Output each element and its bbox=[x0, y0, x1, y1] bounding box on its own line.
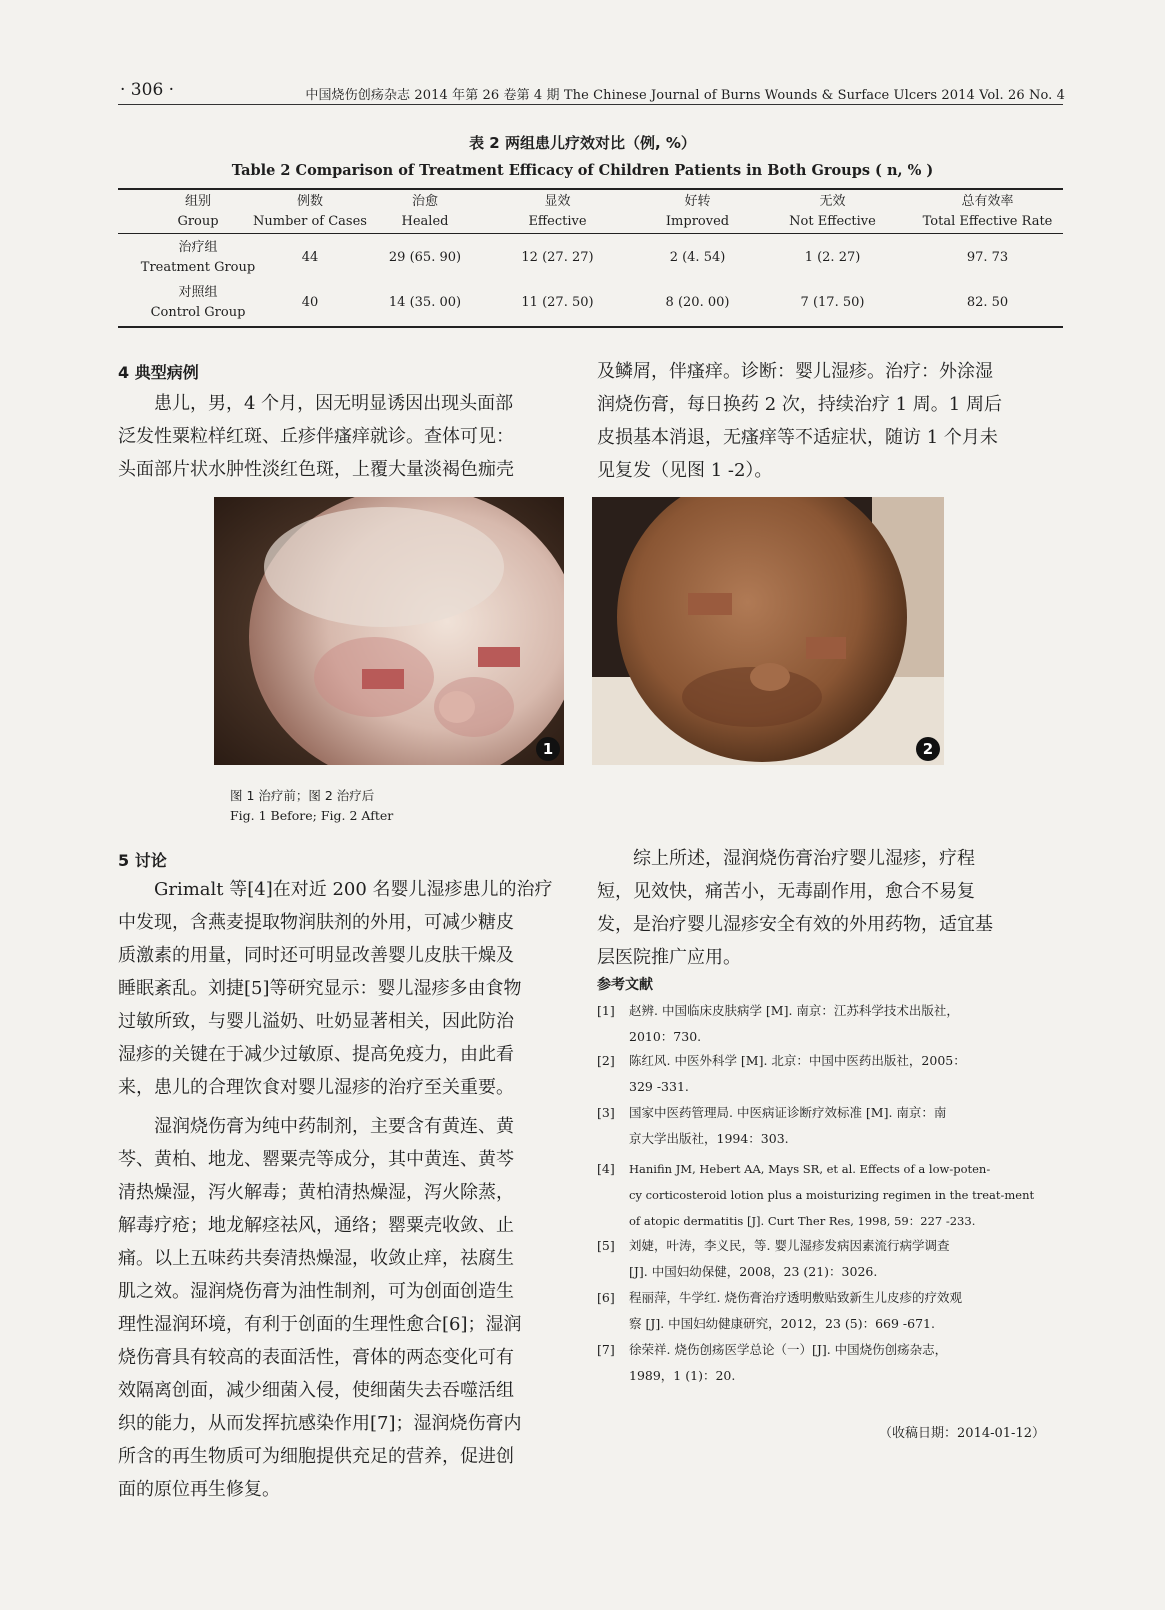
text-line: 层医院推广应用。 bbox=[597, 947, 741, 968]
text-line: 中发现，含燕麦提取物润肤剂的外用，可减少糖皮 bbox=[118, 912, 514, 933]
section-5-paragraph-1 bbox=[118, 873, 568, 1104]
th-not-effective: 无效 Not Effective bbox=[789, 194, 876, 229]
cell-not-effective: 1 (2. 27) bbox=[804, 250, 861, 265]
cell-not-effective: 7 (17. 50) bbox=[800, 295, 865, 310]
figure-1-badge: 1 bbox=[536, 737, 560, 761]
text-line: 见复发（见图 1 -2）。 bbox=[597, 460, 773, 481]
reference-item bbox=[597, 998, 1067, 1054]
text-line: 肌之效。湿润烧伤膏为油性制剂，可为创面创造生 bbox=[118, 1281, 514, 1302]
text-line: 湿润烧伤膏为纯中药制剂，主要含有黄连、黄 bbox=[154, 1116, 514, 1137]
reference-text: of atopic dermatitis [J]. Curt Ther Res, 1998, 59：227 -233. bbox=[629, 1214, 976, 1228]
text-line: 泛发性粟粒样红斑、丘疹伴瘙痒就诊。查体可见： bbox=[118, 426, 514, 447]
text-line: 织的能力，从而发挥抗感染作用[7]；湿润烧伤膏内 bbox=[118, 1413, 522, 1434]
th-group: 组别 Group bbox=[177, 194, 219, 229]
text-line: 患儿，男，4 个月，因无明显诱因出现头面部 bbox=[154, 393, 514, 414]
infant-before-image bbox=[214, 497, 564, 765]
th-healed: 治愈 Healed bbox=[401, 194, 449, 229]
cell-total-rate: 97. 73 bbox=[966, 250, 1009, 265]
references-heading: 参考文献 bbox=[597, 977, 653, 993]
reference-text: 赵辨. 中国临床皮肤病学 [M]. 南京：江苏科学技术出版社， bbox=[629, 1003, 959, 1018]
reference-text: 刘婕，叶涛，李义民，等. 婴儿湿疹发病因素流行病学调查 bbox=[629, 1238, 950, 1253]
figure-caption-en: Fig. 1 Before; Fig. 2 After bbox=[230, 808, 394, 823]
received-date: （收稿日期：2014-01-12） bbox=[879, 1426, 1045, 1441]
section-5-heading: 5 讨论 bbox=[118, 851, 167, 870]
text-line: 芩、黄柏、地龙、罂粟壳等成分，其中黄连、黄芩 bbox=[118, 1149, 514, 1170]
reference-item bbox=[597, 1337, 1067, 1393]
cell-total-rate: 82. 50 bbox=[966, 295, 1009, 310]
reference-text: Hanifin JM, Hebert AA, Mays SR, et al. Effects of a low-poten- bbox=[629, 1162, 991, 1176]
text-line: 所含的再生物质可为细胞提供充足的营养，促进创 bbox=[118, 1446, 514, 1467]
reference-text: 国家中医药管理局. 中医病证诊断疗效标准 [M]. 南京：南 bbox=[629, 1105, 947, 1120]
section-4-heading: 4 典型病例 bbox=[118, 363, 199, 382]
cell-group: 对照组 Control Group bbox=[150, 285, 246, 320]
th-total-rate: 总有效率 Total Effective Rate bbox=[922, 194, 1053, 229]
reference-item bbox=[597, 1285, 1067, 1341]
reference-text: cy corticosteroid lotion plus a moisturizing regimen in the treat-ment bbox=[629, 1188, 1035, 1202]
text-line: 润烧伤膏，每日换药 2 次，持续治疗 1 周。1 周后 bbox=[597, 394, 1002, 415]
table-caption-en: Table 2 Comparison of Treatment Efficacy of Children Patients in Both Groups ( n, % ) bbox=[231, 162, 934, 179]
figure-caption bbox=[230, 786, 393, 826]
cell-group: 治疗组 Treatment Group bbox=[140, 240, 256, 275]
section-5-paragraph-2 bbox=[118, 1110, 568, 1506]
figure-2-badge: 2 bbox=[916, 737, 940, 761]
text-line: 质激素的用量，同时还可明显改善婴儿皮肤干燥及 bbox=[118, 945, 514, 966]
reference-text: 徐荣祥. 烧伤创疡医学总论（一）[J]. 中国烧伤创疡杂志， bbox=[629, 1342, 948, 1357]
reference-text: 329 -331. bbox=[629, 1079, 689, 1094]
th-effective: 显效 Effective bbox=[528, 194, 587, 229]
figure-1-photo bbox=[214, 497, 564, 765]
reference-number: [7] bbox=[597, 1342, 615, 1357]
th-improved: 好转 Improved bbox=[665, 194, 730, 229]
text-line: 解毒疗疮；地龙解痉祛风，通络；罂粟壳收敛、止 bbox=[118, 1215, 514, 1236]
reference-item bbox=[597, 1100, 1067, 1156]
reference-text: 察 [J]. 中国妇幼健康研究，2012，23 (5)：669 -671. bbox=[629, 1316, 935, 1331]
table-bottom-rule bbox=[118, 326, 1063, 328]
cell-cases: 40 bbox=[301, 295, 319, 310]
text-line: 头面部片状水肿性淡红色斑，上覆大量淡褐色痂壳 bbox=[118, 459, 514, 480]
text-line: 过敏所致，与婴儿溢奶、吐奶显著相关，因此防治 bbox=[118, 1011, 514, 1032]
cell-healed: 29 (65. 90) bbox=[388, 250, 462, 265]
reference-number: [2] bbox=[597, 1053, 615, 1068]
table-caption-zh: 表 2 两组患儿疗效对比（例, %） bbox=[469, 134, 696, 152]
reference-item bbox=[597, 1048, 1067, 1104]
text-line: 来，患儿的合理饮食对婴儿湿疹的治疗至关重要。 bbox=[118, 1077, 514, 1098]
reference-text: [J]. 中国妇幼保健，2008，23 (21)：3026. bbox=[629, 1264, 878, 1279]
text-line: 清热燥湿，泻火解毒；黄柏清热燥湿，泻火除蒸， bbox=[118, 1182, 514, 1203]
th-cases: 例数 Number of Cases bbox=[253, 194, 367, 229]
reference-number: [5] bbox=[597, 1238, 615, 1253]
text-line: 短，见效快，痛苦小，无毒副作用，愈合不易复 bbox=[597, 881, 975, 902]
text-line: 理性湿润环境，有利于创面的生理性愈合[6]；湿润 bbox=[118, 1314, 522, 1335]
cell-healed: 14 (35. 00) bbox=[388, 295, 462, 310]
page-number: · 306 · bbox=[120, 80, 175, 100]
figure-caption-zh: 图 1 治疗前；图 2 治疗后 bbox=[230, 788, 375, 803]
cell-effective: 12 (27. 27) bbox=[521, 250, 594, 265]
infant-after-image bbox=[592, 497, 944, 765]
header-rule bbox=[118, 104, 1063, 105]
text-line: 综上所述，湿润烧伤膏治疗婴儿湿疹，疗程 bbox=[633, 848, 975, 869]
cell-cases: 44 bbox=[301, 250, 319, 265]
reference-text: 程丽萍，牛学红. 烧伤膏治疗透明敷贴致新生儿皮疹的疗效观 bbox=[629, 1290, 962, 1305]
reference-text: 陈红风. 中医外科学 [M]. 北京：中国中医药出版社，2005： bbox=[629, 1053, 966, 1068]
reference-item bbox=[597, 1156, 1067, 1236]
text-line: 面的原位再生修复。 bbox=[118, 1479, 280, 1500]
text-line: 烧伤膏具有较高的表面活性，膏体的两态变化可有 bbox=[118, 1347, 514, 1368]
text-line: 湿疹的关键在于减少过敏原、提高免疫力，由此看 bbox=[118, 1044, 514, 1065]
section-5-conclusion bbox=[597, 842, 1057, 974]
journal-header: 中国烧伤创疡杂志 2014 年第 26 卷第 4 期 The Chinese Journal of Burns Wounds & Surface Ulcers 2014 Vol. 26 No. 4 bbox=[305, 88, 1065, 103]
text-line: 皮损基本消退，无瘙痒等不适症状，随访 1 个月未 bbox=[597, 427, 998, 448]
text-line: Grimalt 等[4]在对近 200 名婴儿湿疹患儿的治疗 bbox=[154, 879, 553, 900]
text-line: 睡眠紊乱。刘捷[5]等研究显示：婴儿湿疹多由食物 bbox=[118, 978, 522, 999]
cell-improved: 2 (4. 54) bbox=[669, 250, 726, 265]
reference-number: [3] bbox=[597, 1105, 615, 1120]
text-line: 痛。以上五味药共奏清热燥湿，收敛止痒，祛腐生 bbox=[118, 1248, 514, 1269]
reference-text: 2010：730. bbox=[629, 1029, 702, 1044]
cell-improved: 8 (20. 00) bbox=[665, 295, 730, 310]
table-header-rule bbox=[118, 233, 1063, 234]
reference-number: [6] bbox=[597, 1290, 615, 1305]
text-line: 效隔离创面，减少细菌入侵，使细菌失去吞噬活组 bbox=[118, 1380, 514, 1401]
figure-2-photo bbox=[592, 497, 944, 765]
reference-number: [4] bbox=[597, 1161, 615, 1176]
cell-effective: 11 (27. 50) bbox=[521, 295, 594, 310]
reference-text: 1989，1 (1)：20. bbox=[629, 1368, 736, 1383]
section-4-right-text bbox=[597, 355, 1057, 487]
text-line: 发，是治疗婴儿湿疹安全有效的外用药物，适宜基 bbox=[597, 914, 993, 935]
reference-text: 京大学出版社，1994：303. bbox=[629, 1131, 789, 1146]
reference-item bbox=[597, 1233, 1067, 1289]
text-line: 及鳞屑，伴瘙痒。诊断：婴儿湿疹。治疗：外涂湿 bbox=[597, 361, 993, 382]
reference-number: [1] bbox=[597, 1003, 615, 1018]
table-top-rule bbox=[118, 188, 1063, 190]
section-4-left-text bbox=[118, 387, 568, 486]
